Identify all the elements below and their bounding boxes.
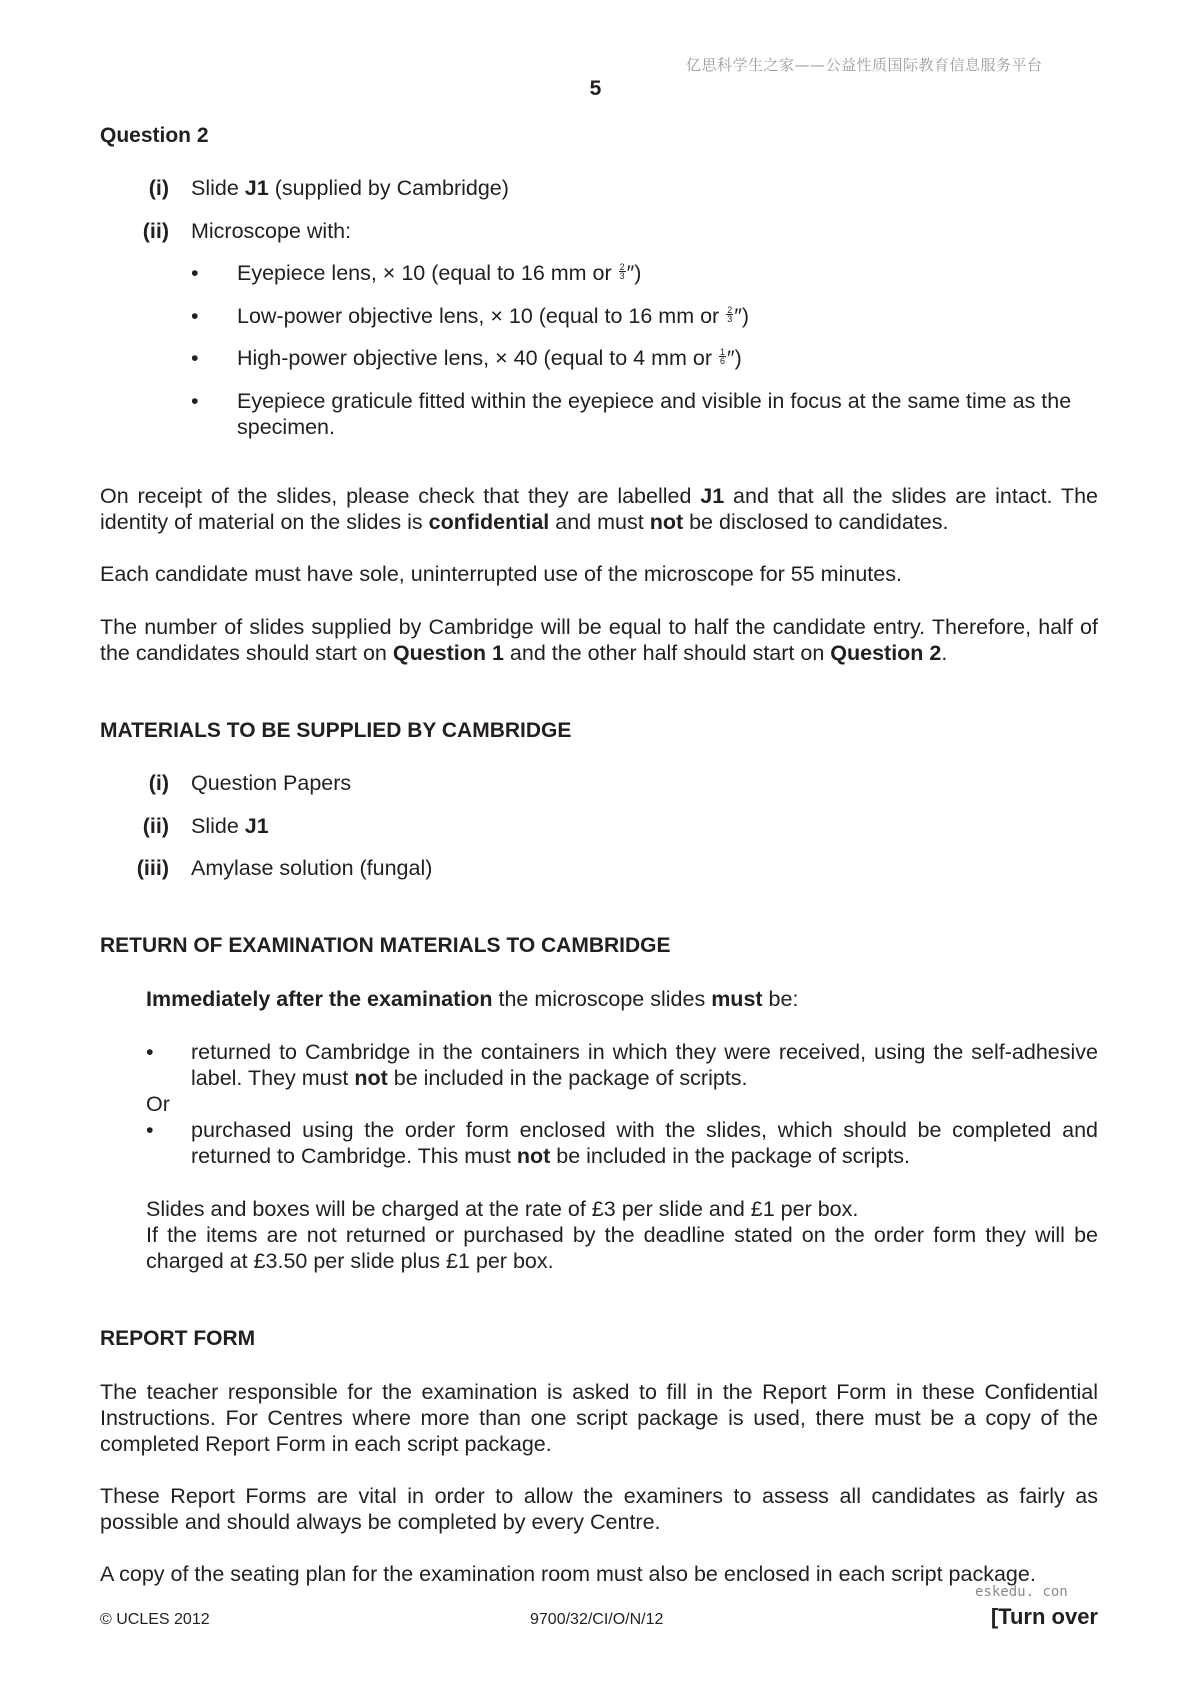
- turn-over: [Turn over: [990, 1604, 1098, 1629]
- purchase-bullet: purchased using the order form enclosed with the slides, which should be completed and returned to Cambridge. This must not be included in the package of scripts.: [191, 1118, 1098, 1168]
- fraction: $\frac{2}{3}$: [727, 304, 733, 324]
- watermark-text: 亿思科学生之家——公益性质国际教育信息服务平台: [686, 56, 1043, 74]
- return-intro: Immediately after the examination the microscope slides must be:: [146, 987, 799, 1011]
- item-number: (ii): [142, 814, 169, 838]
- fraction: $\frac{2}{3}$: [619, 261, 625, 281]
- report-paragraph-2: These Report Forms are vital in order to allow the examiners to assess all candidates as fairly as possible and should always be completed by every Centre.: [100, 1484, 1098, 1534]
- charges-line-1: Slides and boxes will be charged at the rate of £3 per slide and £1 per box.: [146, 1197, 859, 1221]
- receipt-paragraph: On receipt of the slides, please check that they are labelled J1 and that all the slides are intact. The identity of material on the slides is confidential and must not be disclosed to candidates.: [100, 484, 1099, 534]
- item-number: (iii): [136, 856, 169, 880]
- low-power-lens-bullet: Low-power objective lens, × 10 (equal to 16 mm or $\frac{2}{3}$ ″): [237, 304, 749, 328]
- paper-code: 9700/32/CI/O/N/12: [530, 1611, 664, 1628]
- slide-j1-item: Slide J1 (supplied by Cambridge): [191, 176, 509, 200]
- materials-item: Amylase solution (fungal): [191, 856, 433, 880]
- report-paragraph-3: A copy of the seating plan for the examination room must also be enclosed in each script package.: [100, 1562, 1036, 1586]
- return-bullet: returned to Cambridge in the containers in which they were received, using the self-adhesive label. They must not be included in the package of scripts.: [191, 1040, 1098, 1090]
- bullet-symbol: •: [191, 389, 199, 413]
- charges-line-2: If the items are not returned or purchased by the deadline stated on the order form they will be charged at £3.50 per slide plus £1 per box.: [146, 1223, 1098, 1273]
- materials-heading: MATERIALS TO BE SUPPLIED BY CAMBRIDGE: [100, 719, 572, 742]
- item-number: (ii): [142, 219, 169, 243]
- sole-use-paragraph: Each candidate must have sole, uninterrupted use of the microscope for 55 minutes.: [100, 562, 902, 586]
- bullet-symbol: •: [146, 1118, 154, 1142]
- site-watermark: eskedu. con: [975, 1584, 1068, 1600]
- bullet-symbol: •: [146, 1040, 154, 1064]
- item-number: (i): [148, 771, 169, 795]
- question-2-title: Question 2: [100, 124, 209, 147]
- materials-item: Slide J1: [191, 814, 269, 838]
- bullet-symbol: •: [191, 261, 199, 285]
- bullet-symbol: •: [191, 304, 199, 328]
- copyright: © UCLES 2012: [100, 1611, 210, 1628]
- report-paragraph-1: The teacher responsible for the examination is asked to fill in the Report Form in these Confidential Instructions. For Centres where more than one script package is used, there must be a copy of the completed Report Form in each script package.: [100, 1380, 1098, 1456]
- fraction: $\frac{1}{6}$: [720, 346, 726, 366]
- bullet-symbol: •: [191, 346, 199, 370]
- return-heading: RETURN OF EXAMINATION MATERIALS TO CAMBRIDGE: [100, 934, 671, 957]
- or-text: Or: [146, 1092, 170, 1116]
- item-number: (i): [148, 176, 169, 200]
- slides-number-paragraph: The number of slides supplied by Cambridge will be equal to half the candidate entry. Therefore, half of the candidates should start on Question 1 and the other half should start on Question 2.: [100, 615, 1098, 665]
- page-number: 5: [589, 77, 602, 100]
- graticule-bullet: Eyepiece graticule fitted within the eyepiece and visible in focus at the same time as the specimen.: [237, 389, 1072, 439]
- materials-item: Question Papers: [191, 771, 352, 795]
- microscope-item: Microscope with:: [191, 219, 352, 243]
- high-power-lens-bullet: High-power objective lens, × 40 (equal to 4 mm or $\frac{1}{6}$ ″): [237, 346, 742, 370]
- eyepiece-lens-bullet: Eyepiece lens, × 10 (equal to 16 mm or $\frac{2}{3}$ ″): [237, 261, 642, 285]
- report-heading: REPORT FORM: [100, 1327, 256, 1350]
